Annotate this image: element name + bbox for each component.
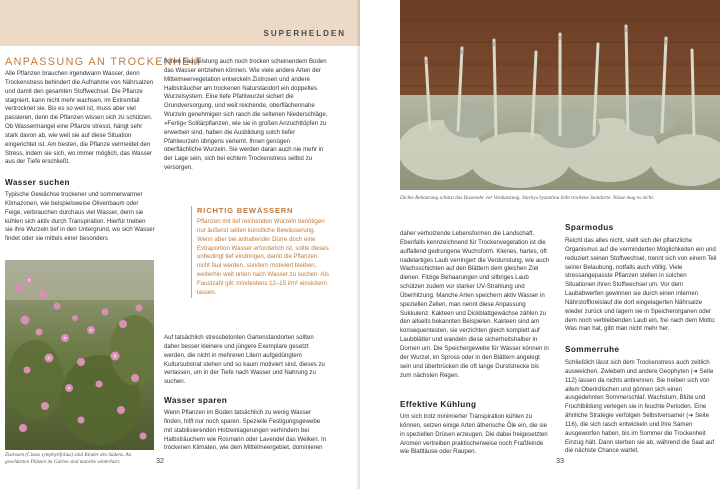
kuehlung-paragraph: Um sich trotz minimierter Transpiration kühlen zu können, setzen einige Arten ätherische Öle ein, die sie in speziellen Drüsen erzeugen. Die dabei freigesetzten Aromen vertreiben praktischerweise noch Fraßfeinde wie Blattläuse oder Raupen. <box>400 413 548 456</box>
subheading-effektive-kuehlung: Effektive Kühlung <box>400 400 477 409</box>
cistus-photo <box>5 260 154 450</box>
tip-box-text: Pflanzen mit tief reichenden Wurzeln benötigen nur äußerst selten künstliche Bewässerung. Wenn aber bei anhaltender Dürre doch eine Extraportion Wasser erforderlich ist, sollte dieses unbedingt tief eindringen, damit die Pflanzen nicht faul werden, sondern motiviert bleiben, weiterhin weit unten nach Wasser zu suchen. Als Faustzahl gilt: mindestens 12–15 l/m² einsickern lassen. <box>197 218 329 296</box>
section-heading: ANPASSUNG AN TROCKENHEIT <box>5 56 204 68</box>
page-number-right: 33 <box>556 456 564 465</box>
tip-box-title: RICHTIG BEWÄSSERN <box>197 206 294 215</box>
chapter-band <box>0 0 360 46</box>
stachys-photo <box>400 0 720 190</box>
sparmodus-paragraph: Reicht das alles nicht, stellt sich der pflanzliche Organismus auf die verminderten Möglichkeiten ein und reduziert seinen Stoffwechsel, trennt sich von einem Teil seiner Belaubung, notfalls auch völlig. Viele stressangepasste Pflanzen stellen in solchen Situationen ihren Stoffwechsel um. Vor dem Laubabwerfen gewinnen sie durch einen internen Nährstoffkreislauf die dort eingelagerten Nährsalze wieder zurück und lagern sie in Speicherorganen oder dem noch verbleibenden Laub ein, frei nach dem Motto: Was man hat, gibt man nicht mehr her. <box>565 237 717 333</box>
wasser-suchen-paragraph: Typische Gewächse trockener und sommerwarmer Klimazonen, wie beispielsweise Olivenbaum oder Feige, verbrauchen durchaus viel Wasser, denn sie kühlen sich aktiv durch Transpiration. Hierfür treiben sie ihre Wurzeln tief in den Untergrund, wo sich Wasser findet oder sie mittels einer besonders <box>5 191 155 243</box>
page-number-left: 32 <box>156 456 164 465</box>
sommerruhe-paragraph: Schließlich lässt sich dem Trockenstress auch zeitlich ausweichen. Zwiebeln und andere Geophyten (➜ Seite 112) lassen da nichts anbrennen. Sie treiben sich von allem Oberirdischen und gönnen sich einen ausgedehnten Sommerschlaf. Wachstum, Blüte und Fruchtbildung verlegen sie in feuchte Perioden. Eine ähnliche Strategie verfolgen Selbstversamer (➜ Seite 116), die sich rasch entwickeln und ihre Samen ausgeworfen haben, bis im Sommer die Trockenheit Einzug hält. Dann sterben sie ab, während die Saat auf die nächste Chance wartet. <box>565 359 715 455</box>
subheading-wasser-sparen: Wasser sparen <box>164 396 228 405</box>
subheading-sparmodus: Sparmodus <box>565 223 614 232</box>
cistus-flowers-image <box>5 260 154 450</box>
intro-paragraph: Alle Pflanzen brauchen irgendwann Wasser, denn Trockenstress behindert die Aufnahme von Nährsalzen und damit den gesamten Stoffwechsel. Die Pflanze stagniert, kann nicht mehr wachsen, im Extremfall vertrocknet sie. Bis es so weit ist, muss aber viel passieren, denn die Pflanzen wissen sich zu schützen. Ob Wassermangel eine Pflanze stresst, hängt sehr stark davon ab, wie weit sie auf diese Situation eingerichtet ist. Am besten, die Pflanze vermeidet den Stress, indem sie sich, wo immer möglich, das Wasser aus der Tiefe erschließt. <box>5 70 154 166</box>
column2-mid-paragraph: Auf tatsächlich stressbetonten Gartenstandorten sollten daher besser kleinere und jüngere Exemplare gesetzt werden, die nicht in mehreren Litern aufgedüngtem Kultursubstrat stehen und so kaum motiviert sind, dieses zu verlassen, um in der Tiefe nach Wasser und Nahrung zu suchen. <box>164 334 325 386</box>
tip-box <box>191 206 331 298</box>
right-page <box>360 0 720 489</box>
cistus-photo-caption: Zistrosen (Cistus symphytifolius) sind Kinder des Südens. An geschützten Plätzen im Garten sind manche winterhart. <box>5 452 132 465</box>
right-column1-top-paragraph: daher verholzende Lebensformen die Landschaft. Ebenfalls kennzeichnend für Trockenvegetation ist die auffallend gedrungene Wuchsform. Kleines, hartes, oft nadelartiges Laub verringert die Verdunstung, wie auch Wachsschichten auf den Blättern dem gleichen Ziel dienen. Filzige Behaarungen und silbriges Laub schützen zudem vor starker UV-Strahlung und Überhitzung. Manche Arten speichern aktiv Wasser in speziellen Zellen, man nennt diese Anpassung Sukkulenz. Kakteen und Dickblattgewächse zählen zu den allseits bekannten Beispielen. Kakteen sind am konsequentesten, sie verzichten gleich komplett auf Laubblätter und wandeln diese sicherheitshalber in Dornen um. Die Speichergewebe für Wasser können in der Wurzel, im Spross oder in den Blättern angelegt sein und überbrücken die oft lange Durststrecke bis zum nächsten Regen. <box>400 230 550 379</box>
subheading-sommerruhe: Sommerruhe <box>565 345 620 354</box>
column2-top-paragraph: hohen Saugleistung auch noch trocken scheinendem Boden das Wasser entziehen können. Wie viele andere Arten der Mittelmeervegetation entwickeln Zistrosen und andere Halbsträucher am trockenen Naturstandort ein doppeltes Wurzelsystem. Eine tiefe Pfahlwurzel sichert die Grundversorgung, und weit reichende, oberflächennahe Wurzeln genehmigen sich rasch die seltenen Niederschläge. »Fertig« Solitärpflanzen, wie sie in großen Anzuchttöpfen zu erwerben sind, haben die Ausbildung solch tiefer Pfahlwurzeln übrigens verlernt. Ihnen genügen oberflächliche Wurzeln. Sie werden daran auch nie mehr in der Lage sein, sich bei echtem Trockenstress selbst zu versorgen. <box>164 58 328 172</box>
stachys-byzantina-image <box>400 0 720 190</box>
subheading-wasser-suchen: Wasser suchen <box>5 178 70 187</box>
stachys-photo-caption: Dichte Behaarung schützt das Hasenohr vor Verdunstung. Stachys byzantina liebt trockene Standorte. Nässe mag es nicht. <box>400 195 655 201</box>
wasser-sparen-paragraph: Wenn Pflanzen im Boden tatsächlich zu wenig Wasser finden, hilft nur noch sparen. Spezielle Festigungsgewebe mit stabilisierenden Holzeinlagerungen verhindern bei Halbsträuchern wie Rosmarin oder Lavendel das Welken. In trockenen Klimaten, wie dem Mittelmeergebiet, dominieren <box>164 409 327 452</box>
running-head: SUPERHELDEN <box>263 29 346 38</box>
